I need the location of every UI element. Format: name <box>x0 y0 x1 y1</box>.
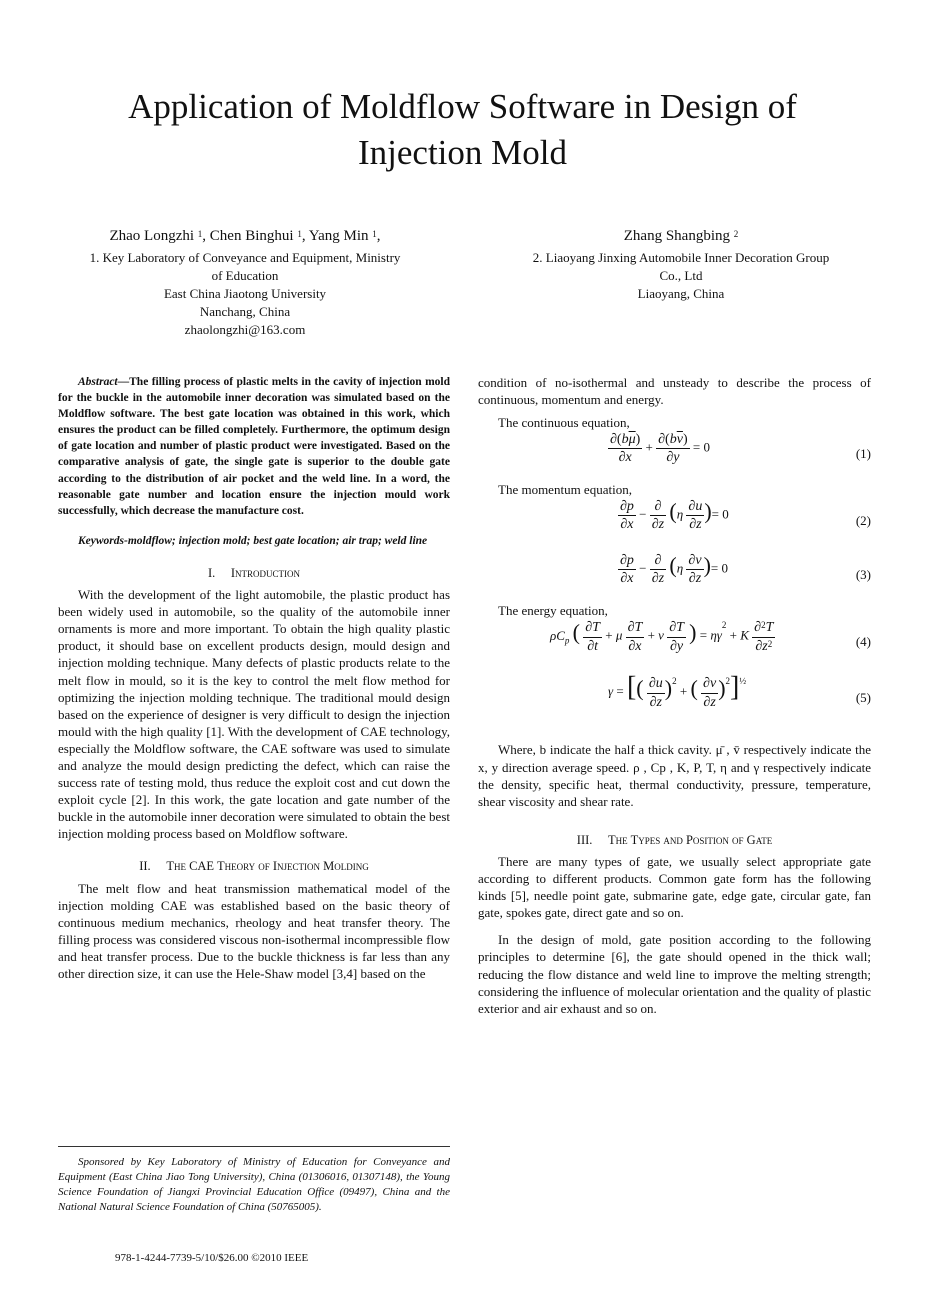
footnote-divider <box>58 1146 450 1147</box>
affiliation-right: Zhang Shangbing $^2$ 2. Liaoyang Jinxing Automobile Inner Decoration Group Co., Ltd Liaoyang, China <box>532 228 830 301</box>
cae-paragraph: The melt flow and heat transmission mathematical model of the injection molding CAE was established based on the basic theory of continuous medium mechanics, rheology and heat transfer theory. The filling process was considered viscous non-isothermal incompressible flow and heat transfer process. Due to the buckle thickness is far less than any other direction size, it can use the Hele-Shaw model [3,4] based on the <box>58 880 450 981</box>
left-column <box>58 374 450 982</box>
equation-2: $\frac{\partial p}{\partial x}$ − $\frac{\partial}{\partial z}$ (η $\frac{\partial u}{\partial z}$ )= 0 (2) <box>620 498 871 533</box>
equation-3: $\frac{\partial p}{\partial x}$ − $\frac{\partial}{\partial z}$ (η $\frac{\partial v}{\partial z}$ )= 0 (3) <box>620 552 871 587</box>
keywords: Keywords-moldflow; injection mold; best gate location; air trap; weld line <box>78 534 428 547</box>
continuation-paragraph: condition of no-isothermal and unsteady to describe the process of continuous, momentum and energy. <box>478 375 871 408</box>
affiliation-left: Zhao Longzhi $^1$, Chen Binghui $^1$, Yang Min $^1$, 1. Key Laboratory of Conveyance and Equipment, Ministry of Education East China Jiaotong University Nanchang, China zhaolongzhi@163.com <box>89 228 401 337</box>
section-3-heading: III. The Types and Position of Gate <box>576 832 773 847</box>
abstract: Abstract—The filling process of plastic melts in the cavity of injection mold for the buckle in the automobile inner decoration was simulated based on the Moldflow software. The best gate location was obtained in this work, which ensures the product can be filled completely. Furthermore, the optimum design of gate location and number of plastic product were investigated. Based on the comparative analysis of gate, the single gate is superior to the double gate according to the distribution of air pocket and the weld line. In a word, the reasonable gate number and location ensure the injection mould work successfully, which decrease the manufacture cost. <box>58 376 450 517</box>
section-2-heading: II. The CAE Theory of Injection Molding <box>139 859 369 874</box>
isbn-line: 978-1-4244-7739-5/10/$26.00 ©2010 IEEE <box>115 1252 309 1264</box>
equation-1: $\frac{\partial(b\overline{\mu})}{\partial x}$ + $\frac{\partial(b\overline{v})}{\partial y}$ = 0 (1) <box>610 432 871 466</box>
intro-paragraph: With the development of the light automobile, the plastic product has been widely used in automobile, so the quality of the automobile inner ornaments is more and more important. To obtain the high quality plastic product, it should base on excellent products design, mould design and injection molding technique. Many defects of plastic products relate to the melt flow in mould, so it is the key to control the melt flow method for optimizing the injection molding technique. The traditional mould design based on the experience of designer is very difficult to design the injection mould with the high quality [1]. With the development of CAE technology, especially the Moldflow software, the CAE software was used to simulate and analyze the mould design predicting the defect, which can raise the success rate of testing mold, thus reduce the exploit cost and cut down the exploit cycle [2]. In this work, the gate location and gate number of the buckle in the automobile inner decoration were simulated to obtain the best injection molding process based on Moldflow software. <box>58 587 450 842</box>
equation-5: γ = [( $\frac{\partial u}{\partial z}$ )$^2$ + ( $\frac{\partial v}{\partial z}$ )$^2$]$^{\frac{1}{2}}$ (5) <box>608 672 871 710</box>
section-1-heading: I. Introduction <box>207 565 301 580</box>
where-paragraph: Where, b indicate the half a thick cavity. μ̄ , v̄ respectively indicate the x, y direction average speed. ρ , Cp , K, P, T, η and γ respectively indicate the density, specific heat, thermal conductivity, pressure, temperature, shear viscosity and shear rate. <box>478 742 871 809</box>
equation-4: $\rho C_p$ ( $\frac{\partial T}{\partial t}$ + μ $\frac{\partial T}{\partial x}$ + v $\frac{\partial T}{\partial y}$ ) = $\eta\gamma^2 + K$ $\frac{\partial^2T}{\partial z^2}$ (4) <box>550 620 871 654</box>
footnote: Sponsored by Key Laboratory of Ministry of Education for Conveyance and Equipment (East China Jiao Tong University), China (01306016, 01307148), the Young Science Foundation of Jiangxi Provincial Education Office (09497), China and the National Natural Science Foundation of China (50765005). <box>58 1156 450 1213</box>
right-column: condition of no-isothermal and unsteady to describe the process of continuous, momentum and energy. The continuous equation, $\frac{\partial(b\overline{\mu})}{\partial x}$ + $\frac{\partial(b\overline{v})}{\partial y}$ = 0 (1) The momentum equation, $\frac{\partial p}{\partial x}$ − $\frac{\partial}{\partial z}$ (η $\frac{\partial u}{\partial z}$ )= 0 (2) $\frac{\partial p}{\partial x}$ − $\frac{\partial}{\partial z}$ (η $\frac{\partial v}{\partial z}$ )= 0 (3) The energy equation, $\rho C_p$ ( $\frac{\partial T}{\partial t}$ + μ $\frac{\partial T}{\partial x}$ + v $\frac{\partial T}{\partial y}$ ) = $\eta\gamma^2 + K$ $\frac{\partial^2T}{\partial z^2}$ (4) γ = [( $\frac{\partial u}{\partial z}$ )$^2$ + ( $\frac{\partial v}{\partial z}$ )$^2$]$^{\frac{1}{2}}$ (5) Where, b indicate the half a thick cavity. μ̄ , v̄ respectively indicate the x, y direction average speed. ρ , Cp , K, P, T, η and γ respectively indicate the density, specific heat, thermal conductivity, pressure, temperature, shear viscosity and shear rate. III. The Types and Position of Gate There are many types of gate, we usually select appropriate gate according to different products. Common gate form has the following kinds [5], needle point gate, submarine gate, edge gate, circular gate, fan gate, spokes gate, direct gate and so on. In the design of mold, gate position according to the following principles to determine [6], the gate should opened in the thick wall; reducing the flow distance and weld line to improve the melting strength; considering the influence of molecular orientation and the quality of plastic exterior and air exhaust and so on. <box>478 375 871 1016</box>
paper-title: Application of Moldflow Software in Design of Injection Mold <box>128 87 797 172</box>
